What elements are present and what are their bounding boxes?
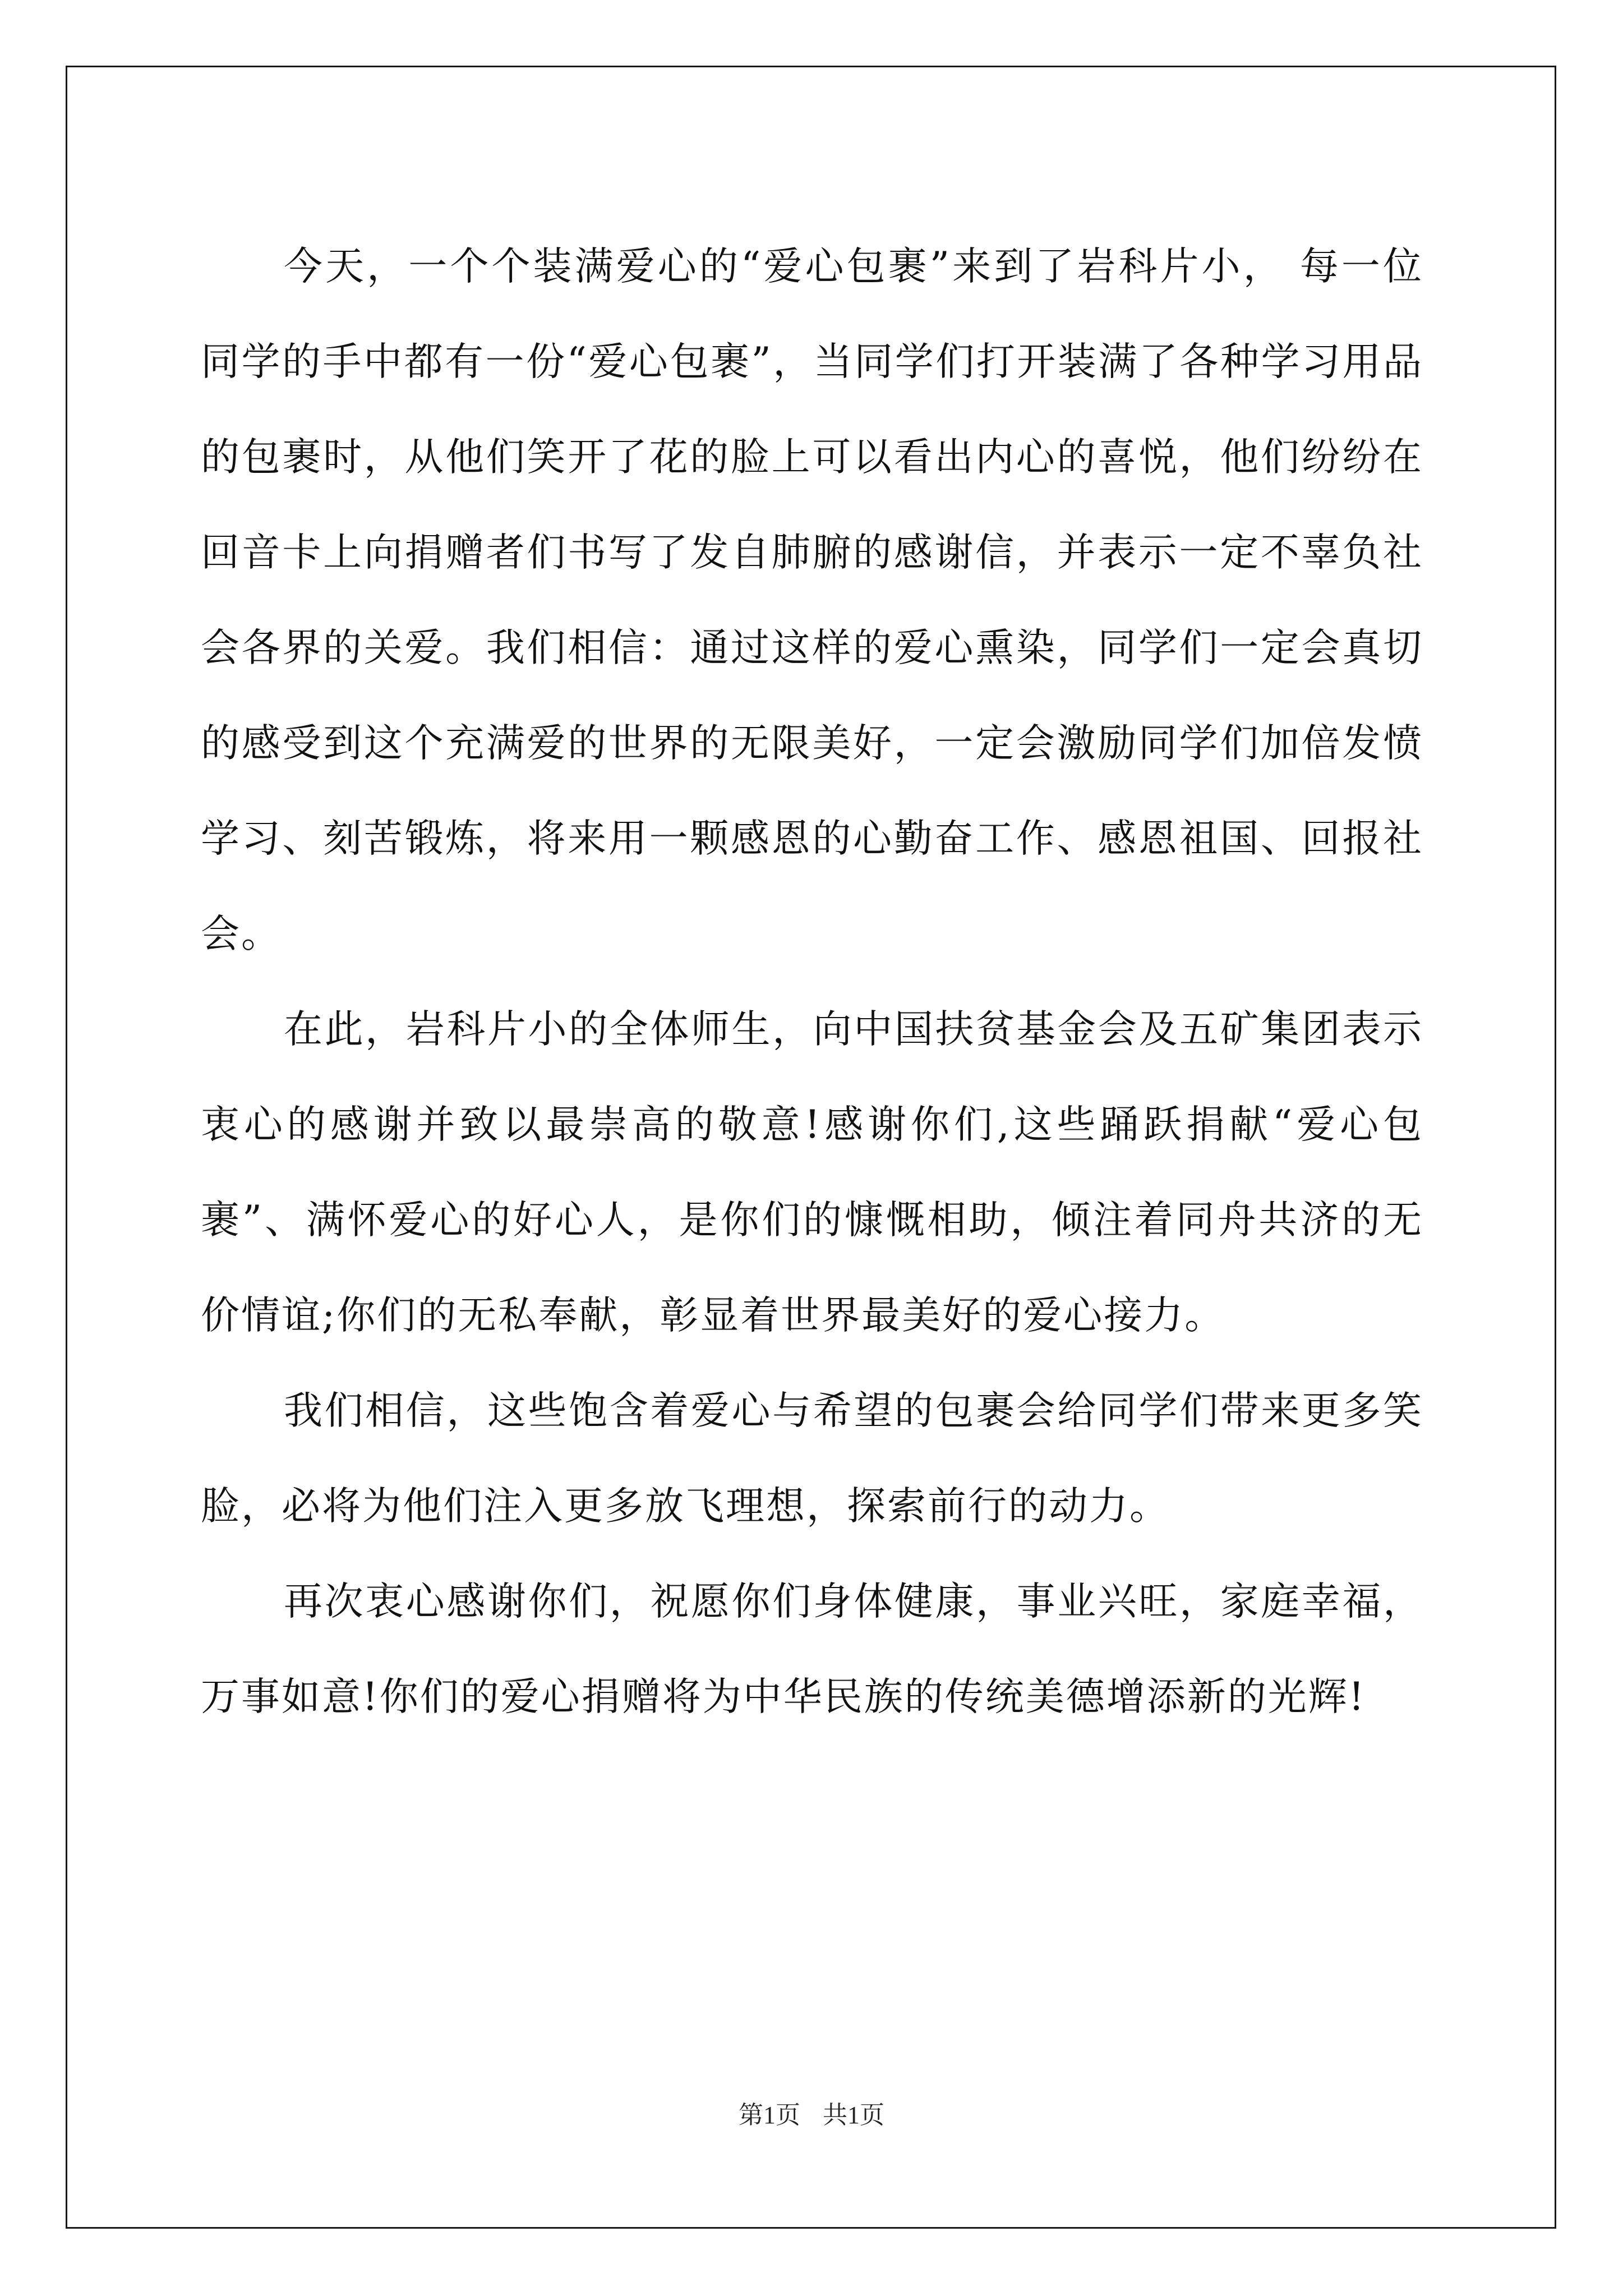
- paragraph-1: 今天，一个个装满爱心的“爱心包裹”来到了岩科片小， 每一位同学的手中都有一份“爱心包裹”，当同学们打开装满了各种学习用品的包裹时，从他们笑开了花的脸上可以看出内心的喜悦，他们纷纷在回音卡上向捐赠者们书写了发自肺腑的感谢信，并表示一定不辜负社会各界的关爱。我们相信：通过这样的爱心熏染，同学们一定会真切的感受到这个充满爱的世界的无限美好，一定会激励同学们加倍发愤学习、刻苦锻炼，将来用一颗感恩的心勤奋工作、感恩祖国、回报社会。: [201, 244, 1423, 956]
- paragraph-3: 我们相信，这些饱含着爱心与希望的包裹会给同学们带来更多笑脸，必将为他们注入更多放飞理想，探索前行的动力。: [201, 1388, 1423, 1529]
- page-number: 第1页: [739, 2101, 800, 2129]
- page-total: 共1页: [823, 2101, 884, 2129]
- paragraph-4: 再次衷心感谢你们，祝愿你们身体健康，事业兴旺，家庭幸福，万事如意!你们的爱心捐赠将为中华民族的传统美德增添新的光辉!: [201, 1579, 1423, 1719]
- page-footer: [0, 2095, 1623, 2131]
- paragraph-2: 在此，岩科片小的全体师生，向中国扶贫基金会及五矿集团表示衷心的感谢并致以最崇高的敬意!感谢你们,这些踊跃捐献“爱心包裹”、满怀爱心的好心人，是你们的慷慨相助，倾注着同舟共济的无价情谊;你们的无私奉献，彰显着世界最美好的爱心接力。: [201, 1007, 1423, 1338]
- document-body: [201, 219, 1423, 1745]
